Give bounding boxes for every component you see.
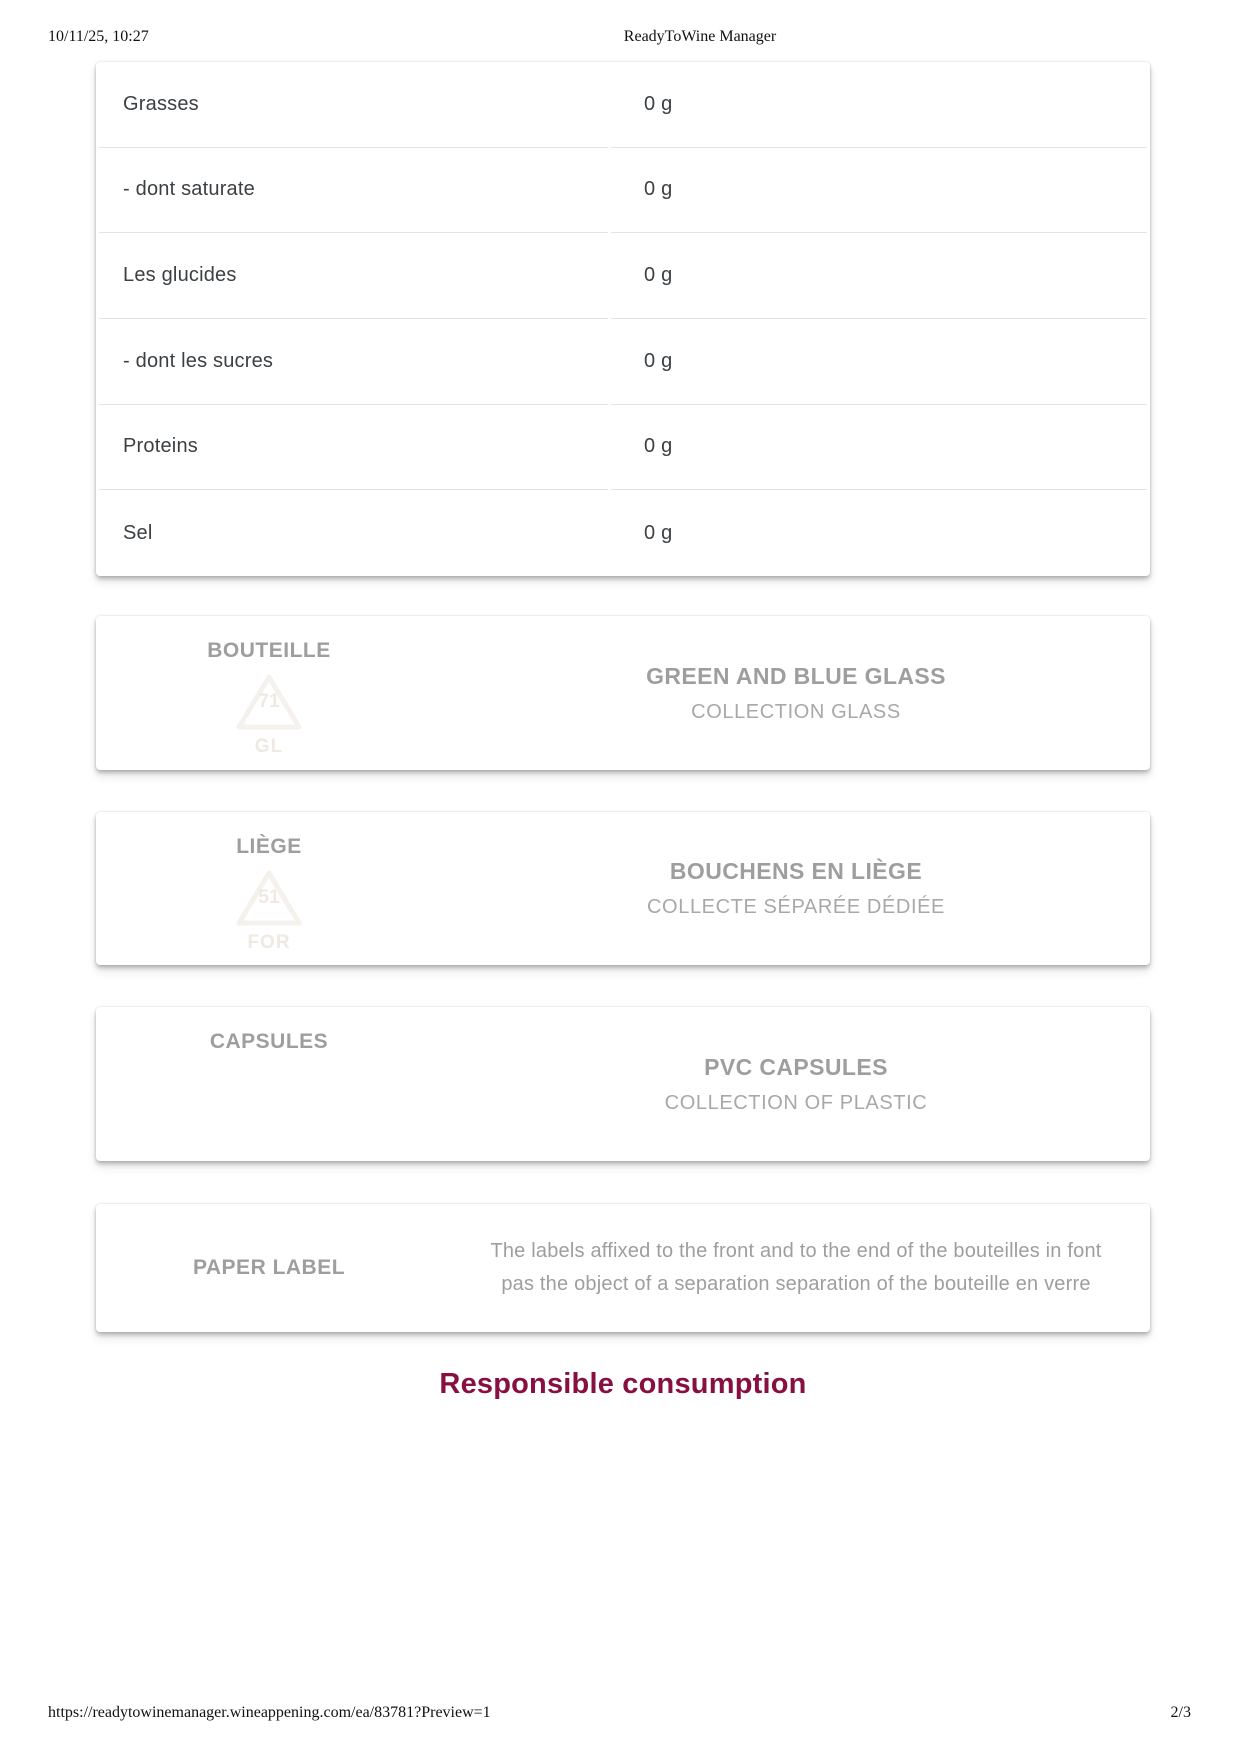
nutrient-label: Les glucides [99,233,608,319]
card-subheading: COLLECTE SÉPARÉE DÉDIÉE [647,896,945,918]
card-right-column [442,616,1150,770]
card-bouteille [96,616,1150,770]
nutrient-label: - dont les sucres [99,319,608,405]
page-indicator: 2/3 [1170,1704,1191,1721]
nutrition-table-card [96,62,1150,576]
card-left-column [96,1204,442,1332]
nutrient-value: 0 g [644,521,673,544]
card-title: PAPER LABEL [192,1256,346,1279]
card-left-column [96,1007,442,1161]
card-right-column [442,1007,1150,1161]
card-heading: BOUCHENS EN LIÈGE [669,858,923,884]
card-heading: GREEN AND BLUE GLASS [646,662,946,689]
nutrition-table [96,62,1150,576]
card-right-column [442,1204,1150,1332]
table-row [99,319,1147,405]
card-title: CAPSULES [209,1030,329,1053]
nutrient-label: Proteins [99,405,608,491]
table-row [99,233,1147,319]
nutrient-value: 0 g [611,62,1147,148]
nutrient-label: - dont saturate [99,148,608,234]
card-left-column [96,616,442,770]
page-content [96,62,1150,1401]
card-liege [96,812,1150,965]
print-header [0,28,1240,50]
page-title: ReadyToWine Manager [623,28,777,45]
card-title: LIÈGE [236,835,302,858]
nutrient-value: 0 g [611,405,1147,491]
card-subheading: COLLECTION GLASS [691,700,901,723]
print-datetime: 10/11/25, 10:27 [48,28,149,45]
table-row [99,148,1147,234]
responsible-consumption-heading: Responsible consumption [439,1368,807,1400]
recycle-material-code: GL [254,736,284,757]
nutrient-value: 0 g [611,148,1147,234]
nutrient-label: Sel [123,521,153,544]
table-row [99,62,1147,148]
table-row [99,490,1147,576]
recycle-material-code: FOR [247,932,291,953]
table-row [99,405,1147,491]
card-left-column [96,812,442,965]
source-url: https://readytowinemanager.wineappening.com/ea/83781?Preview=1 [48,1704,491,1721]
recycle-triangle-icon [233,867,305,929]
recycle-code-number: 71 [258,691,280,712]
recycle-triangle-icon [233,671,305,733]
nutrient-value: 0 g [611,233,1147,319]
recycle-code-number: 51 [258,887,280,908]
card-right-column [442,812,1150,965]
nutrient-label: Grasses [99,62,608,148]
nutrient-value: 0 g [611,319,1147,405]
card-paragraph: The labels affixed to the front and to the end of the bouteilles in font pas the object of a separation separation of the bouteille en verre [490,1240,1102,1295]
card-title: BOUTEILLE [207,639,331,662]
print-footer [0,1704,1240,1726]
card-subheading: COLLECTION OF PLASTIC [664,1091,928,1114]
recycling-symbol-glass [233,671,305,758]
card-heading: PVC CAPSULES [704,1053,888,1080]
recycling-symbol-cork [233,867,305,954]
card-paper-label [96,1204,1150,1332]
card-capsules [96,1007,1150,1161]
